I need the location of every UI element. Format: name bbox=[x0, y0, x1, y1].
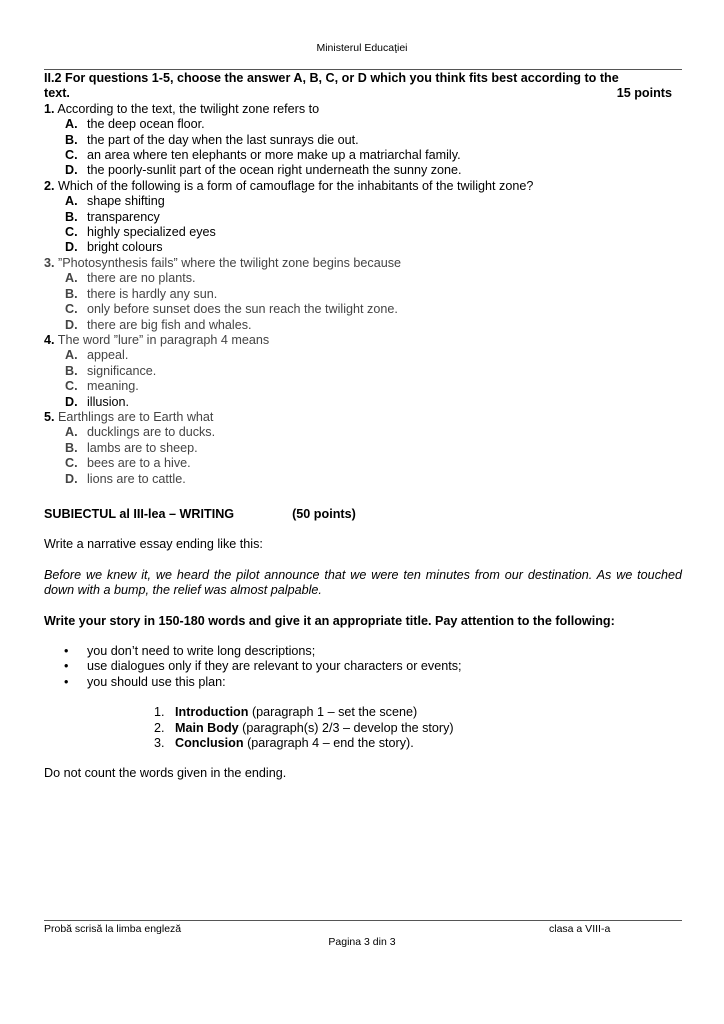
plan-item: 3. Conclusion (paragraph 4 – end the story). bbox=[154, 736, 414, 751]
option-b: B. the part of the day when the last sunrays die out. bbox=[65, 132, 359, 147]
question-1 bbox=[44, 102, 682, 179]
part2-points: 15 points bbox=[616, 86, 672, 101]
option-a: A. shape shifting bbox=[65, 194, 165, 209]
part3-points: (50 points) bbox=[292, 506, 356, 521]
option-c: C. highly specialized eyes bbox=[65, 225, 216, 240]
option-b: B. transparency bbox=[65, 209, 160, 224]
question-text: According to the text, the twilight zone refers to bbox=[57, 101, 320, 116]
word-count-note: Do not count the words given in the ending. bbox=[44, 766, 287, 781]
question-text: ”Photosynthesis fails” where the twilight zone begins because bbox=[58, 255, 402, 270]
list-item: • you don’t need to write long descriptions; bbox=[44, 644, 682, 659]
option-b: B. significance. bbox=[65, 363, 157, 378]
footer-subject: Probă scrisă la limba engleză bbox=[44, 923, 182, 935]
page-number: Pagina 3 din 3 bbox=[328, 936, 396, 948]
essay-plan bbox=[44, 705, 682, 751]
option-a: A. the deep ocean floor. bbox=[65, 117, 205, 132]
header-divider bbox=[44, 69, 682, 70]
list-item: • use dialogues only if they are relevant to your characters or events; bbox=[44, 659, 682, 674]
story-ending: Before we knew it, we heard the pilot announce that we were ten minutes from our destination. As we touched down with a bump, the relief was almost palpable. bbox=[44, 567, 682, 598]
plan-item: 2. Main Body (paragraph(s) 2/3 – develop the story) bbox=[154, 720, 454, 735]
question-text: The word ”lure” in paragraph 4 means bbox=[57, 332, 270, 347]
option-a: A. appeal. bbox=[65, 348, 129, 363]
list-item: • you should use this plan: bbox=[44, 675, 682, 690]
option-b: B. lambs are to sheep. bbox=[65, 440, 198, 455]
question-number: 1. bbox=[44, 101, 55, 116]
instruction-line2: text. bbox=[44, 86, 70, 101]
footer-divider bbox=[44, 920, 682, 921]
option-a: A. ducklings are to ducks. bbox=[65, 425, 216, 440]
question-number: 3. bbox=[44, 255, 55, 270]
option-d: D. illusion. bbox=[65, 394, 129, 409]
writing-task: Write a narrative essay ending like this: bbox=[44, 537, 263, 552]
footer-grade: clasa a VIII-a bbox=[549, 923, 611, 935]
option-c: C. meaning. bbox=[65, 379, 139, 394]
option-a: A. there are no plants. bbox=[65, 271, 196, 286]
question-text: Earthlings are to Earth what bbox=[58, 409, 214, 424]
instruction-line1: II.2 For questions 1-5, choose the answer A, B, C, or D which you think fits best according to the bbox=[44, 71, 619, 85]
question-5 bbox=[44, 410, 682, 487]
option-d: D. there are big fish and whales. bbox=[65, 317, 252, 332]
part3-title: SUBIECTUL al III-lea – WRITING bbox=[44, 506, 235, 521]
option-c: C. bees are to a hive. bbox=[65, 456, 191, 471]
question-number: 2. bbox=[44, 178, 55, 193]
header-title: Ministerul Educaţiei bbox=[316, 42, 408, 54]
question-2 bbox=[44, 179, 682, 256]
option-d: D. bright colours bbox=[65, 240, 163, 255]
option-c: C. an area where ten elephants or more make up a matriarchal family. bbox=[65, 148, 461, 163]
option-d: D. lions are to cattle. bbox=[65, 471, 186, 486]
option-b: B. there is hardly any sun. bbox=[65, 286, 218, 301]
page-content bbox=[44, 71, 682, 782]
question-3 bbox=[44, 256, 682, 333]
plan-item: 1. Introduction (paragraph 1 – set the scene) bbox=[154, 705, 418, 720]
option-c: C. only before sunset does the sun reach the twilight zone. bbox=[65, 302, 398, 317]
part3-heading bbox=[44, 507, 682, 522]
guidelines-list bbox=[44, 644, 682, 690]
writing-instruction: Write your story in 150-180 words and give it an appropriate title. Pay attention to the following: bbox=[44, 613, 615, 628]
question-text: Which of the following is a form of camouflage for the inhabitants of the twilight zone? bbox=[58, 178, 534, 193]
question-4 bbox=[44, 333, 682, 410]
question-number: 5. bbox=[44, 409, 55, 424]
option-d: D. the poorly-sunlit part of the ocean right underneath the sunny zone. bbox=[65, 163, 462, 178]
part2-instruction bbox=[44, 71, 682, 102]
question-number: 4. bbox=[44, 332, 55, 347]
